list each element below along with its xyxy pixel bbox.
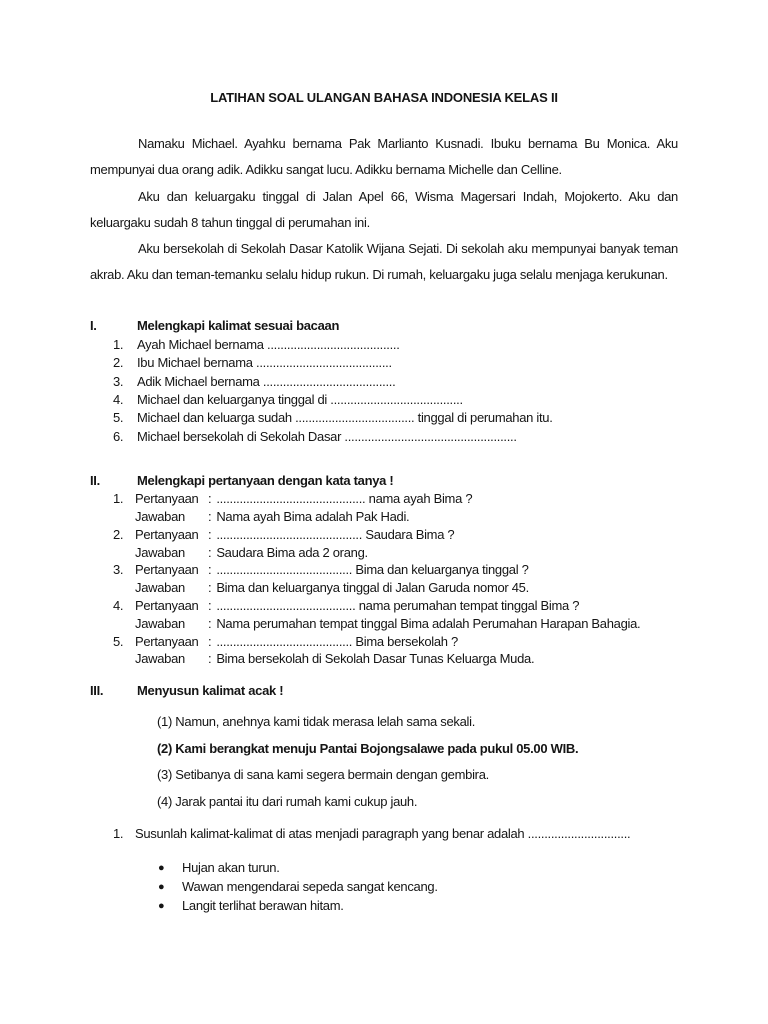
fill-in-item [113, 409, 678, 427]
colon: : [208, 562, 212, 578]
question-row [113, 526, 678, 544]
colon: : [208, 509, 212, 525]
section-3 [90, 682, 678, 915]
item-text: Michael bersekolah di Sekolah Dasar .................................................... [137, 428, 517, 444]
answer-text [208, 615, 678, 633]
answer-text [208, 544, 678, 562]
colon: : [208, 491, 212, 507]
colon: : [208, 615, 212, 631]
reading-paragraph: Aku dan keluargaku tinggal di Jalan Apel 66, Wisma Magersari Indah, Mojokerto. Aku dan keluargaku sudah 8 tahun tinggal di perumahan ini. [90, 188, 678, 230]
item-text: Ayah Michael bernama ........................................ [137, 336, 400, 352]
question-label: Pertanyaan [135, 633, 199, 649]
colon: : [208, 633, 212, 649]
section-1-items [90, 336, 678, 446]
scrambled-sentence: (1) Namun, anehnya kami tidak merasa lelah sama sekali. [157, 714, 476, 730]
task-item [113, 825, 678, 843]
section-numeral: I. [90, 317, 97, 333]
section-3-header [90, 682, 678, 700]
item-text: Michael dan keluarganya tinggal di ........................................ [137, 392, 463, 407]
scrambled-sentences [157, 709, 678, 815]
fill-in-item [113, 354, 678, 372]
item-number: 1. [113, 826, 124, 842]
item-text: Ibu Michael bernama ......................................... [137, 355, 392, 371]
item-number: 2. [113, 355, 124, 371]
question-text [208, 490, 678, 508]
question-row [113, 597, 678, 615]
question-label: Pertanyaan [135, 598, 199, 613]
answer-label: Jawaban [135, 615, 185, 631]
fill-in-item [113, 373, 678, 391]
bullet-text: Wawan mengendarai sepeda sangat kencang. [182, 878, 438, 894]
answer-value: Nama ayah Bima adalah Pak Hadi. [216, 509, 410, 525]
item-number [113, 579, 135, 597]
answer-value: Bima dan keluarganya tinggal di Jalan Garuda nomor 45. [216, 580, 529, 596]
section-2-header [90, 472, 678, 490]
section-2 [90, 472, 678, 668]
section-heading: Melengkapi pertanyaan dengan kata tanya ! [137, 473, 394, 489]
section-1-header [90, 317, 678, 335]
question-value: ............................................ Saudara Bima ? [216, 526, 455, 542]
colon: : [208, 598, 212, 613]
question-row [113, 490, 678, 508]
section-1 [90, 317, 678, 446]
answer-text [208, 579, 678, 597]
list-item [158, 897, 678, 916]
question-value: ......................................... Bima dan keluarganya tinggal ? [216, 562, 529, 578]
question-label: Pertanyaan [135, 491, 199, 507]
answer-label: Jawaban [135, 544, 185, 560]
fill-in-item [113, 391, 678, 409]
answer-value: Saudara Bima ada 2 orang. [216, 544, 368, 560]
question-row [113, 633, 678, 651]
question-text [208, 633, 678, 651]
answer-row [113, 508, 678, 526]
answer-row [113, 650, 678, 668]
bullet-list [158, 859, 678, 915]
answer-value: Bima bersekolah di Sekolah Dasar Tunas Keluarga Muda. [216, 651, 535, 667]
answer-label: Jawaban [135, 651, 185, 667]
item-number: 1. [113, 491, 124, 507]
fill-in-item [113, 336, 678, 354]
bullet-icon: ● [158, 899, 165, 912]
colon: : [208, 526, 212, 542]
item-number [113, 615, 135, 633]
item-number [113, 508, 135, 526]
item-text: Adik Michael bernama ........................................ [137, 373, 396, 389]
bullet-text: Hujan akan turun. [182, 860, 280, 876]
answer-text [208, 650, 678, 668]
scrambled-sentence: (3) Setibanya di sana kami segera bermain dengan gembira. [157, 767, 489, 783]
answer-row [113, 544, 678, 562]
question-value: ............................................. nama ayah Bima ? [216, 491, 473, 507]
bullet-icon: ● [158, 880, 165, 893]
bullet-icon: ● [158, 862, 165, 875]
page-title: LATIHAN SOAL ULANGAN BAHASA INDONESIA KELAS II [210, 90, 558, 105]
section-numeral: II. [90, 473, 100, 489]
question-label: Pertanyaan [135, 526, 199, 542]
item-number: 1. [113, 336, 124, 352]
question-text [208, 561, 678, 579]
task-text: Susunlah kalimat-kalimat di atas menjadi paragraph yang benar adalah ............................... [135, 826, 631, 842]
answer-text [208, 508, 678, 526]
fill-in-item [113, 428, 678, 446]
item-text: Michael dan keluarga sudah .................................... tinggal di perumahan itu. [137, 410, 553, 426]
reading-passage [90, 131, 678, 289]
answer-label: Jawaban [135, 580, 185, 596]
list-item [158, 878, 678, 897]
section-heading: Melengkapi kalimat sesuai bacaan [137, 317, 340, 333]
section-numeral: III. [90, 683, 104, 699]
question-text [208, 526, 678, 544]
colon: : [208, 580, 212, 596]
item-number: 3. [113, 562, 124, 578]
list-item [158, 859, 678, 878]
question-row [113, 561, 678, 579]
section-heading: Menyusun kalimat acak ! [137, 683, 284, 699]
answer-value: Nama perumahan tempat tinggal Bima adalah Perumahan Harapan Bahagia. [216, 615, 641, 631]
answer-row [113, 615, 678, 633]
scrambled-sentence: (2) Kami berangkat menuju Pantai Bojongsalawe pada pukul 05.00 WIB. [157, 740, 579, 756]
reading-paragraph: Namaku Michael. Ayahku bernama Pak Marlianto Kusnadi. Ibuku bernama Bu Monica. Aku mempunyai dua orang adik. Adikku sangat lucu. Adikku bernama Michelle dan Celline. [90, 136, 678, 178]
item-number: 5. [113, 633, 124, 649]
item-number: 4. [113, 392, 124, 407]
scrambled-sentence: (4) Jarak pantai itu dari rumah kami cukup jauh. [157, 793, 418, 809]
item-number [113, 544, 135, 562]
question-value: .......................................... nama perumahan tempat tinggal Bima ? [216, 598, 580, 613]
answer-row [113, 579, 678, 597]
question-text [208, 597, 678, 615]
answer-label: Jawaban [135, 509, 185, 525]
question-value: ......................................... Bima bersekolah ? [216, 633, 458, 649]
bullet-text: Langit terlihat berawan hitam. [182, 897, 344, 913]
colon: : [208, 651, 212, 667]
item-number: 2. [113, 526, 124, 542]
colon: : [208, 544, 212, 560]
question-label: Pertanyaan [135, 562, 199, 578]
item-number: 4. [113, 598, 124, 613]
item-number [113, 650, 135, 668]
item-number: 3. [113, 373, 124, 389]
item-number: 5. [113, 410, 124, 426]
reading-paragraph: Aku bersekolah di Sekolah Dasar Katolik Wijana Sejati. Di sekolah aku mempunyai banyak teman akrab. Aku dan teman-temanku selalu hidup rukun. Di rumah, keluargaku juga selalu menjaga kerukunan. [90, 241, 678, 283]
item-number: 6. [113, 428, 124, 444]
